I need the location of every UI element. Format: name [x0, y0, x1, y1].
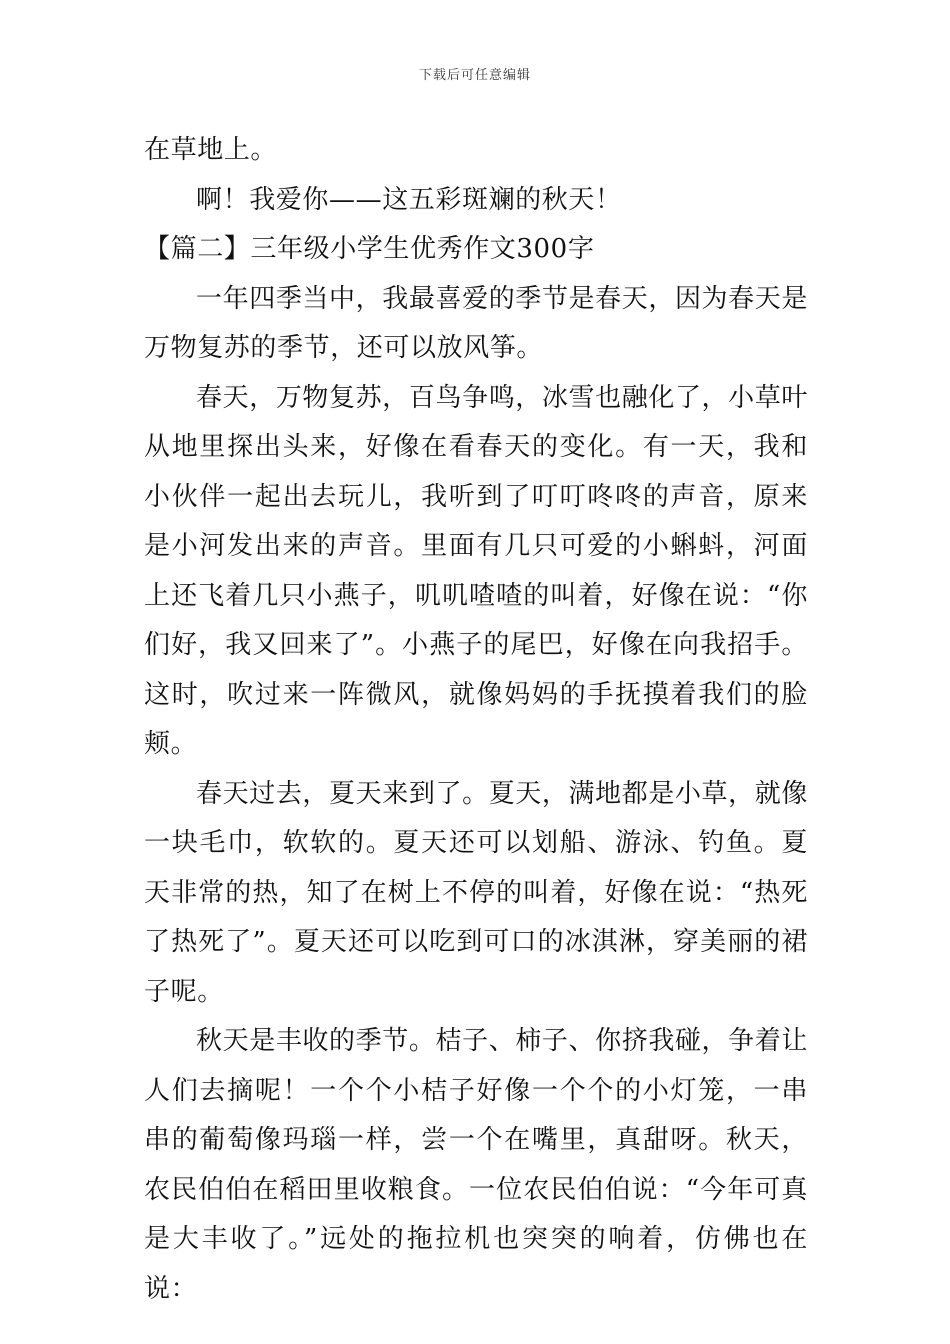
page-header: 下载后可任意编辑	[418, 68, 531, 83]
section-heading: 【篇二】三年级小学生优秀作文300字	[144, 234, 595, 264]
paragraph-autumn: 秋天是丰收的季节。桔子、柿子、你挤我碰，争着让人们去摘呢！一个个小桔子好像一个个的小灯笼，一串串的葡萄像玛瑙一样，尝一个在嘴里，真甜呀。秋天，农民伯伯在稻田里收粮食。一位农民伯伯说：“今年可真是大丰收了。”远处的拖拉机也突突的响着，仿佛也在说：	[144, 1026, 808, 1304]
paragraph-summer: 春天过去，夏天来到了。夏天，满地都是小草，就像一块毛巾，软软的。夏天还可以划船、游泳、钓鱼。夏天非常的热，知了在树上不停的叫着，好像在说：“热死了热死了”。夏天还可以吃到可口的冰淇淋，穿美丽的裙子呢。	[144, 778, 808, 1007]
paragraph-continuation: 在草地上。	[144, 135, 278, 165]
paragraph-intro: 一年四季当中，我最喜爱的季节是春天，因为春天是万物复苏的季节，还可以放风筝。	[144, 283, 808, 363]
paragraph-closing-exclamation: 啊！我爱你——这五彩斑斓的秋天！	[196, 184, 622, 215]
document-body	[144, 126, 808, 1314]
paragraph-spring: 春天，万物复苏，百鸟争鸣，冰雪也融化了，小草叶从地里探出头来，好像在看春天的变化。有一天，我和小伙伴一起出去玩儿，我听到了叮叮咚咚的声音，原来是小河发出来的声音。里面有几只可爱的小蝌蚪，河面上还飞着几只小燕子，叽叽喳喳的叫着，好像在说：“你们好，我又回来了”。小燕子的尾巴，好像在向我招手。这时，吹过来一阵微风，就像妈妈的手抚摸着我们的脸颊。	[144, 382, 808, 759]
